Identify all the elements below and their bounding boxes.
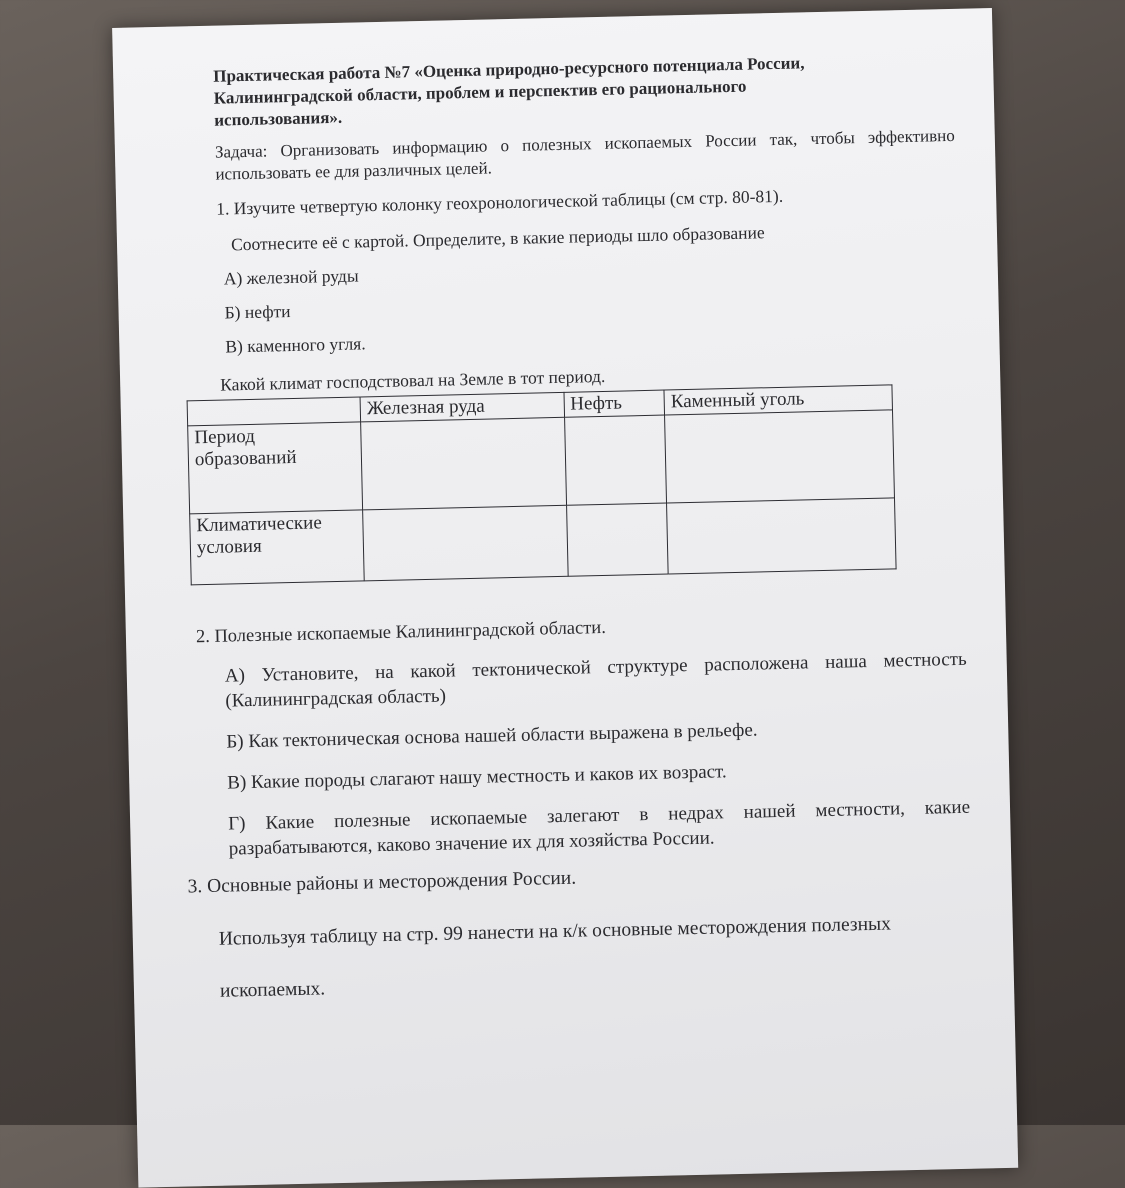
table-header-iron-ore: Железная руда bbox=[360, 392, 564, 422]
row-label-climate: Климатические условия bbox=[190, 510, 365, 585]
section-2-item-c: В) Какие породы слагают нашу местность и каков их возраст. bbox=[227, 761, 727, 794]
climate-question: Какой климат господствовал на Земле в тот период. bbox=[220, 365, 606, 395]
question-1-line-1: 1. Изучите четвертую колонку геохронологической таблицы (см стр. 80-81). bbox=[216, 185, 784, 219]
table-cell-empty[interactable] bbox=[564, 415, 667, 505]
table-cell-empty[interactable] bbox=[361, 417, 566, 510]
table-row bbox=[190, 498, 896, 585]
row-label-period: Период образований bbox=[188, 422, 363, 514]
table-cell-empty[interactable] bbox=[665, 410, 895, 503]
section-2-item-d: Г) Какие полезные ископаемые залегают в недрах нашей местности, какие разрабатываются, каково значение их для хозяйства России. bbox=[227, 796, 971, 860]
worksheet-content bbox=[187, 49, 974, 1018]
worksheet-title: Практическая работа №7 «Оценка природно-ресурсного потенциала России, Калининградской области, проблем и перспектив его рационального использования». bbox=[213, 53, 805, 130]
section-3-text: Используя таблицу на стр. 99 нанести на к/к основные месторождения полезных ископаемых. bbox=[218, 913, 892, 1002]
question-1-line-2: Соотнесите её с картой. Определите, в какие периоды шло образование bbox=[230, 222, 765, 255]
table-cell-empty[interactable] bbox=[667, 498, 896, 574]
option-c: В) каменного угля. bbox=[225, 333, 366, 357]
option-a: А) железной руды bbox=[223, 265, 359, 289]
table-cell-empty[interactable] bbox=[566, 503, 668, 576]
section-2-item-a: А) Установите, на какой тектонической структуре расположена наша местность (Калининградская область) bbox=[224, 648, 967, 712]
table-header-oil: Нефть bbox=[564, 390, 665, 417]
task-statement: Задача: Организовать информацию о полезных ископаемых России так, чтобы эффективно использовать ее для различных целей. bbox=[214, 125, 955, 184]
minerals-table bbox=[187, 384, 897, 585]
section-2-heading: 2. Полезные ископаемые Калининградской области. bbox=[195, 617, 607, 648]
table-cell-empty[interactable] bbox=[363, 505, 568, 581]
section-2-item-b: Б) Как тектоническая основа нашей области выражена в рельефе. bbox=[226, 719, 758, 753]
table-header-coal: Каменный уголь bbox=[664, 385, 892, 415]
paper-sheet bbox=[112, 8, 1018, 1188]
section-3-heading: 3. Основные районы и месторождения России. bbox=[187, 867, 577, 898]
option-b: Б) нефти bbox=[224, 301, 291, 323]
table-row bbox=[188, 410, 895, 514]
